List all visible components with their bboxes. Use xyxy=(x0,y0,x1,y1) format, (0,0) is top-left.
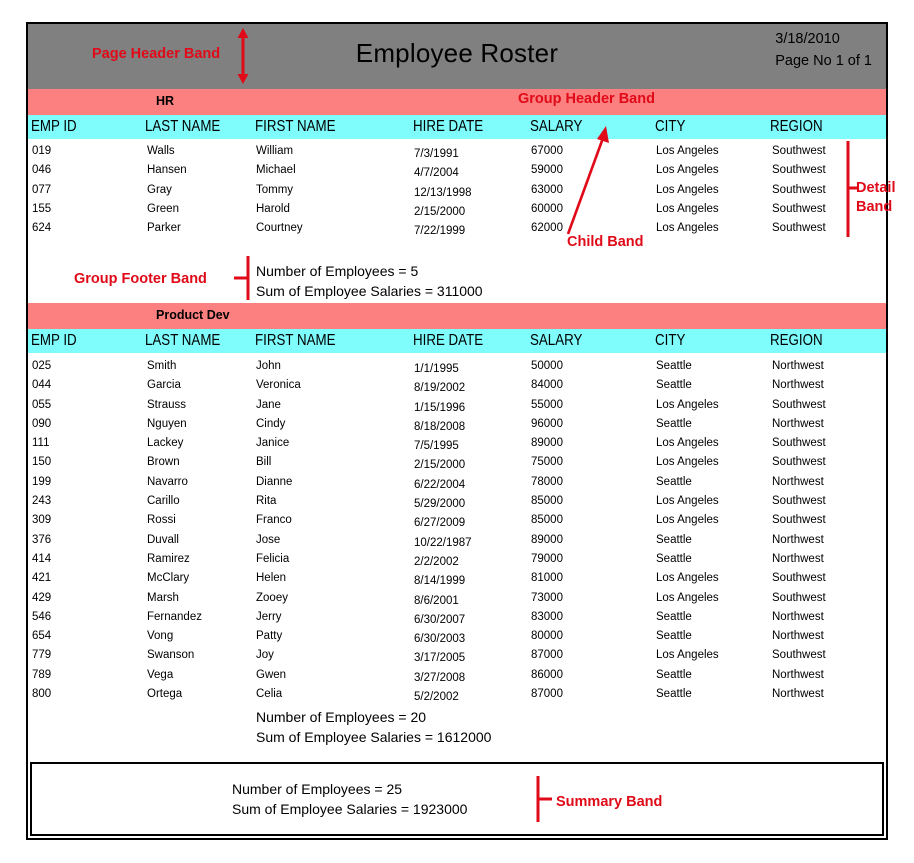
row-salary: 55000 xyxy=(531,398,563,411)
row-salary: 85000 xyxy=(531,514,563,527)
row-salary: 78000 xyxy=(531,475,563,488)
row-region: Southwest xyxy=(772,145,826,157)
group-header-band-product-dev xyxy=(28,303,886,329)
row-first-name: Tommy xyxy=(256,183,294,196)
row-hire-date: 6/27/2009 xyxy=(414,517,466,530)
child-band-arrow-icon xyxy=(565,126,620,236)
column-header-first-name: FIRST NAME xyxy=(255,118,336,135)
row-last-name: Nguyen xyxy=(147,417,187,430)
column-header-salary: SALARY xyxy=(530,118,583,135)
row-emp-id: 243 xyxy=(32,495,52,508)
row-city: Seattle xyxy=(656,417,692,430)
row-emp-id: 150 xyxy=(32,456,52,469)
row-hire-date: 2/15/2000 xyxy=(414,205,466,218)
row-hire-date: 7/5/1995 xyxy=(414,440,459,453)
table-row xyxy=(28,629,886,648)
row-region: Northwest xyxy=(772,688,824,701)
row-city: Los Angeles xyxy=(656,145,719,157)
row-last-name: Ortega xyxy=(147,688,183,701)
row-hire-date: 6/30/2007 xyxy=(414,613,466,626)
table-row xyxy=(28,359,886,378)
row-city: Los Angeles xyxy=(656,183,719,196)
table-row xyxy=(28,221,886,240)
annotation-page-header-band: Page Header Band xyxy=(92,46,221,62)
row-emp-id: 654 xyxy=(32,630,52,643)
row-city: Los Angeles xyxy=(656,514,719,527)
row-last-name: Smith xyxy=(147,360,177,372)
page-number: Page No 1 of 1 xyxy=(775,52,872,69)
row-city: Seattle xyxy=(656,668,692,681)
annotation-group-header-band: Group Header Band xyxy=(518,91,655,107)
row-first-name: Jerry xyxy=(256,610,282,623)
row-city: Los Angeles xyxy=(656,437,719,450)
row-salary: 63000 xyxy=(531,183,563,196)
row-city: Seattle xyxy=(656,379,692,392)
summary-sum: Sum of Employee Salaries = 1923000 xyxy=(232,801,468,818)
table-row xyxy=(28,144,886,163)
row-hire-date: 5/2/2002 xyxy=(414,691,459,704)
table-row xyxy=(28,513,886,532)
row-last-name: Ramirez xyxy=(147,552,190,565)
row-salary: 89000 xyxy=(531,533,563,546)
row-first-name: William xyxy=(256,145,294,157)
table-row xyxy=(28,648,886,667)
row-last-name: Strauss xyxy=(147,398,186,411)
table-row xyxy=(28,533,886,552)
row-hire-date: 7/3/1991 xyxy=(414,148,459,160)
row-last-name: Brown xyxy=(147,456,180,469)
row-region: Northwest xyxy=(772,610,824,623)
row-first-name: Celia xyxy=(256,688,283,701)
group-footer-count-hr: Number of Employees = 5 xyxy=(256,263,419,279)
detail-band-product-dev xyxy=(28,359,886,706)
page-header-band-double-arrow-icon xyxy=(232,28,254,84)
row-hire-date: 5/29/2000 xyxy=(414,498,466,511)
row-first-name: Helen xyxy=(256,572,287,585)
row-salary: 59000 xyxy=(531,164,563,177)
row-first-name: Felicia xyxy=(256,552,290,565)
column-header-hire-date: HIRE DATE xyxy=(413,332,484,349)
row-first-name: Joy xyxy=(256,649,274,662)
row-region: Northwest xyxy=(772,630,824,643)
row-city: Los Angeles xyxy=(656,202,719,215)
table-row xyxy=(28,610,886,629)
row-city: Los Angeles xyxy=(656,649,719,662)
report-title: Employee Roster xyxy=(355,38,559,68)
row-last-name: Garcia xyxy=(147,379,181,392)
group-footer-hr xyxy=(256,261,483,302)
row-region: Northwest xyxy=(772,533,824,546)
row-emp-id: 779 xyxy=(32,649,52,662)
row-hire-date: 10/22/1987 xyxy=(414,536,472,549)
row-hire-date: 6/30/2003 xyxy=(414,633,466,646)
group-footer-sum-product-dev: Sum of Employee Salaries = 1612000 xyxy=(256,729,492,746)
row-emp-id: 429 xyxy=(32,591,52,604)
row-region: Southwest xyxy=(772,495,826,508)
row-salary: 67000 xyxy=(531,145,563,157)
row-hire-date: 8/18/2008 xyxy=(414,420,466,433)
annotation-group-footer-band: Group Footer Band xyxy=(74,271,207,287)
row-salary: 87000 xyxy=(531,688,563,701)
row-emp-id: 155 xyxy=(32,202,52,215)
row-city: Los Angeles xyxy=(656,164,719,177)
row-emp-id: 800 xyxy=(32,688,52,701)
row-first-name: Jose xyxy=(256,533,281,546)
row-region: Southwest xyxy=(772,202,826,215)
summary-band xyxy=(30,762,884,836)
column-header-last-name: LAST NAME xyxy=(145,118,221,135)
row-emp-id: 624 xyxy=(32,222,52,235)
row-city: Seattle xyxy=(656,630,692,643)
row-emp-id: 077 xyxy=(32,183,52,196)
row-first-name: Dianne xyxy=(256,475,293,488)
table-row xyxy=(28,378,886,397)
annotation-detail-band-line2: Band xyxy=(856,199,893,215)
row-city: Los Angeles xyxy=(656,222,719,235)
row-salary: 60000 xyxy=(531,202,563,215)
row-last-name: McClary xyxy=(147,572,190,585)
row-last-name: Fernandez xyxy=(147,610,202,623)
row-last-name: Swanson xyxy=(147,649,195,662)
table-row xyxy=(28,417,886,436)
row-salary: 96000 xyxy=(531,417,563,430)
row-region: Southwest xyxy=(772,222,826,235)
row-salary: 79000 xyxy=(531,552,563,565)
row-city: Seattle xyxy=(656,610,692,623)
row-region: Northwest xyxy=(772,552,824,565)
row-hire-date: 3/17/2005 xyxy=(414,652,466,665)
table-row xyxy=(28,436,886,455)
row-salary: 84000 xyxy=(531,379,563,392)
row-region: Southwest xyxy=(772,164,826,177)
row-last-name: Carillo xyxy=(147,495,180,508)
row-city: Seattle xyxy=(656,552,692,565)
row-hire-date: 2/2/2002 xyxy=(414,555,459,568)
row-hire-date: 1/15/1996 xyxy=(414,401,466,414)
row-region: Northwest xyxy=(772,360,824,372)
row-city: Los Angeles xyxy=(656,495,719,508)
row-last-name: Duvall xyxy=(147,533,179,546)
row-emp-id: 421 xyxy=(32,572,52,585)
table-row xyxy=(28,552,886,571)
column-header-emp-id: EMP ID xyxy=(31,332,77,349)
row-emp-id: 546 xyxy=(32,610,52,623)
annotation-child-band: Child Band xyxy=(567,234,644,250)
table-row xyxy=(28,571,886,590)
row-first-name: Courtney xyxy=(256,222,303,235)
annotation-detail-band-line1: Detail xyxy=(856,180,896,196)
row-last-name: Walls xyxy=(147,145,175,157)
group-footer-band-bracket-icon xyxy=(222,256,252,300)
row-hire-date: 1/1/1995 xyxy=(414,363,459,375)
row-hire-date: 2/15/2000 xyxy=(414,459,466,472)
row-last-name: Navarro xyxy=(147,475,188,488)
row-emp-id: 199 xyxy=(32,475,52,488)
column-header-emp-id: EMP ID xyxy=(31,118,77,135)
row-emp-id: 025 xyxy=(32,360,52,372)
row-first-name: Rita xyxy=(256,495,277,508)
row-region: Southwest xyxy=(772,437,826,450)
detail-band-hr xyxy=(28,144,886,240)
column-header-last-name: LAST NAME xyxy=(145,332,221,349)
row-first-name: Bill xyxy=(256,456,272,469)
header-meta xyxy=(775,29,872,73)
report-page xyxy=(26,22,888,840)
row-first-name: Janice xyxy=(256,437,290,450)
table-row xyxy=(28,163,886,182)
row-first-name: Michael xyxy=(256,164,296,177)
row-hire-date: 6/22/2004 xyxy=(414,478,466,491)
row-salary: 73000 xyxy=(531,591,563,604)
row-region: Northwest xyxy=(772,668,824,681)
row-last-name: Vega xyxy=(147,668,174,681)
row-region: Southwest xyxy=(772,591,826,604)
report-date: 3/18/2010 xyxy=(775,31,840,47)
column-header-first-name: FIRST NAME xyxy=(255,332,336,349)
row-first-name: Jane xyxy=(256,398,281,411)
row-emp-id: 414 xyxy=(32,552,52,565)
table-row xyxy=(28,455,886,474)
row-last-name: Rossi xyxy=(147,514,176,527)
table-row xyxy=(28,687,886,706)
row-city: Seattle xyxy=(656,475,692,488)
row-first-name: Veronica xyxy=(256,379,301,392)
row-region: Northwest xyxy=(772,417,824,430)
row-hire-date: 8/19/2002 xyxy=(414,382,466,395)
table-row xyxy=(28,591,886,610)
group-footer-product-dev xyxy=(256,707,491,748)
row-salary: 85000 xyxy=(531,495,563,508)
row-emp-id: 376 xyxy=(32,533,52,546)
row-region: Southwest xyxy=(772,514,826,527)
row-first-name: Patty xyxy=(256,630,283,643)
row-first-name: Franco xyxy=(256,514,292,527)
column-header-hire-date: HIRE DATE xyxy=(413,118,484,135)
row-last-name: Hansen xyxy=(147,164,187,177)
row-region: Southwest xyxy=(772,649,826,662)
column-header-region: REGION xyxy=(770,332,823,349)
row-last-name: Vong xyxy=(147,630,174,643)
row-first-name: Zooey xyxy=(256,591,288,604)
column-header-row-product-dev xyxy=(28,329,886,353)
row-emp-id: 046 xyxy=(32,164,52,177)
column-header-city: CITY xyxy=(655,118,686,135)
table-row xyxy=(28,494,886,513)
row-region: Southwest xyxy=(772,456,826,469)
table-row xyxy=(28,668,886,687)
row-last-name: Green xyxy=(147,202,179,215)
table-row xyxy=(28,183,886,202)
row-salary: 83000 xyxy=(531,610,563,623)
row-first-name: Cindy xyxy=(256,417,286,430)
row-city: Seattle xyxy=(656,533,692,546)
row-region: Southwest xyxy=(772,398,826,411)
row-emp-id: 055 xyxy=(32,398,52,411)
row-city: Seattle xyxy=(656,360,692,372)
row-emp-id: 789 xyxy=(32,668,52,681)
row-hire-date: 7/22/1999 xyxy=(414,225,466,238)
row-last-name: Parker xyxy=(147,222,181,235)
row-region: Southwest xyxy=(772,183,826,196)
row-salary: 62000 xyxy=(531,222,563,235)
column-header-region: REGION xyxy=(770,118,823,135)
row-salary: 86000 xyxy=(531,668,563,681)
group-name-product-dev: Product Dev xyxy=(156,308,230,322)
row-city: Seattle xyxy=(656,688,692,701)
row-salary: 89000 xyxy=(531,437,563,450)
group-name-hr: HR xyxy=(156,94,175,108)
row-last-name: Lackey xyxy=(147,437,184,450)
column-header-salary: SALARY xyxy=(530,332,583,349)
row-emp-id: 090 xyxy=(32,417,52,430)
row-region: Northwest xyxy=(772,475,824,488)
row-city: Los Angeles xyxy=(656,456,719,469)
row-hire-date: 8/14/1999 xyxy=(414,575,466,588)
column-header-city: CITY xyxy=(655,332,686,349)
table-row xyxy=(28,475,886,494)
column-header-row-hr xyxy=(28,115,886,139)
row-emp-id: 044 xyxy=(32,379,52,392)
row-first-name: Gwen xyxy=(256,668,287,681)
row-city: Los Angeles xyxy=(656,591,719,604)
row-city: Los Angeles xyxy=(656,572,719,585)
row-region: Southwest xyxy=(772,572,826,585)
group-footer-sum-hr: Sum of Employee Salaries = 311000 xyxy=(256,283,483,300)
row-last-name: Marsh xyxy=(147,591,179,604)
table-row xyxy=(28,398,886,417)
row-emp-id: 309 xyxy=(32,514,52,527)
row-salary: 80000 xyxy=(531,630,563,643)
row-hire-date: 3/27/2008 xyxy=(414,671,466,684)
row-salary: 81000 xyxy=(531,572,563,585)
group-footer-count-product-dev: Number of Employees = 20 xyxy=(256,709,427,725)
row-hire-date: 12/13/1998 xyxy=(414,186,472,199)
row-first-name: Harold xyxy=(256,202,290,215)
row-region: Northwest xyxy=(772,379,824,392)
row-hire-date: 8/6/2001 xyxy=(414,594,459,607)
row-last-name: Gray xyxy=(147,183,172,196)
summary-count: Number of Employees = 25 xyxy=(232,781,403,797)
row-city: Los Angeles xyxy=(656,398,719,411)
row-emp-id: 111 xyxy=(32,437,50,450)
table-row xyxy=(28,202,886,221)
row-salary: 75000 xyxy=(531,456,563,469)
row-salary: 50000 xyxy=(531,360,563,372)
summary-totals xyxy=(232,779,467,820)
group-header-band-hr xyxy=(28,89,886,115)
row-hire-date: 4/7/2004 xyxy=(414,167,459,180)
row-salary: 87000 xyxy=(531,649,563,662)
row-emp-id: 019 xyxy=(32,145,52,157)
row-first-name: John xyxy=(256,360,281,372)
annotation-summary-band: Summary Band xyxy=(556,794,663,810)
